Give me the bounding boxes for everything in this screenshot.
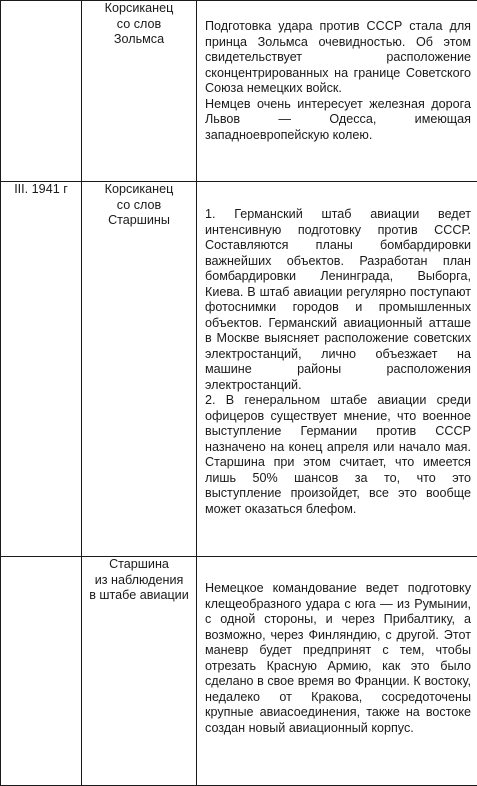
date-cell [1,182,82,557]
content-text [197,557,477,736]
content-paragraph: Подготовка удара против СССР стала для принца Зольмса очевидностью. Об этом свидетельствует расположение сконцентрированных на границе Советского Союза немецких войск. [205,19,471,97]
source-line: Зольмса [82,32,196,48]
content-paragraph: 1. Германский штаб авиации ведет интенсивную подготовку против СССР. Составляются планы бомбардировки важнейших объектов. Разработан план бомбардировки Ленинграда, Выборга, Киева. В штаб авиации регулярно поступают фотоснимки городов и промышленных объектов. Германский авиационный атташе в Москве выясняет расположение советских электростанций, лично объезжает на машине районы расположения электростанций. [205,207,471,393]
source-line: из наблюдения [82,573,196,589]
date-text: III. 1941 г [14,182,68,196]
source-line: Старшины [82,213,196,229]
source-text [82,557,196,604]
content-text [197,1,477,143]
source-text [82,182,196,229]
date-cell [1,1,82,182]
source-line: Старшина [82,557,196,573]
source-cell [82,1,197,182]
content-text [197,182,477,517]
table-row [1,1,477,182]
content-paragraph: Немецкое командование ведет подготовку клещеобразного удара с юга — из Румынии, с одной стороны, и через Прибалтику, а возможно, через Финляндию, с другой. Этот маневр будет предпринят с тем, чтобы отрезать Красную Армию, как это было сделано в свое время во Франции. К востоку, недалеко от Кракова, сосредоточены крупные авиасоединения, также на востоке создан новый авиационный корпус. [205,581,471,736]
source-line: Корсиканец [82,182,196,198]
source-line: в штабе авиации [82,588,196,604]
source-line: со слов [82,17,196,33]
source-line: со слов [82,198,196,214]
content-paragraph: 2. В генеральном штабе авиации среди офицеров существует мнение, что военное выступление Германии против СССР назначено на конец апреля или начало мая. Старшина при этом считает, что имеется лишь 50% шансов за то, что это выступление произойдет, все это вообще может оказаться блефом. [205,393,471,517]
content-paragraph: Немцев очень интересует железная дорога Львов — Одесса, имеющая западноевропейскую колею. [205,97,471,144]
date-cell [1,557,82,786]
content-cell [197,182,477,557]
table-row [1,182,477,557]
table-row [1,557,477,786]
source-cell [82,182,197,557]
source-line: Корсиканец [82,1,196,17]
content-cell [197,1,477,182]
source-text [82,1,196,48]
source-cell [82,557,197,786]
content-cell [197,557,477,786]
